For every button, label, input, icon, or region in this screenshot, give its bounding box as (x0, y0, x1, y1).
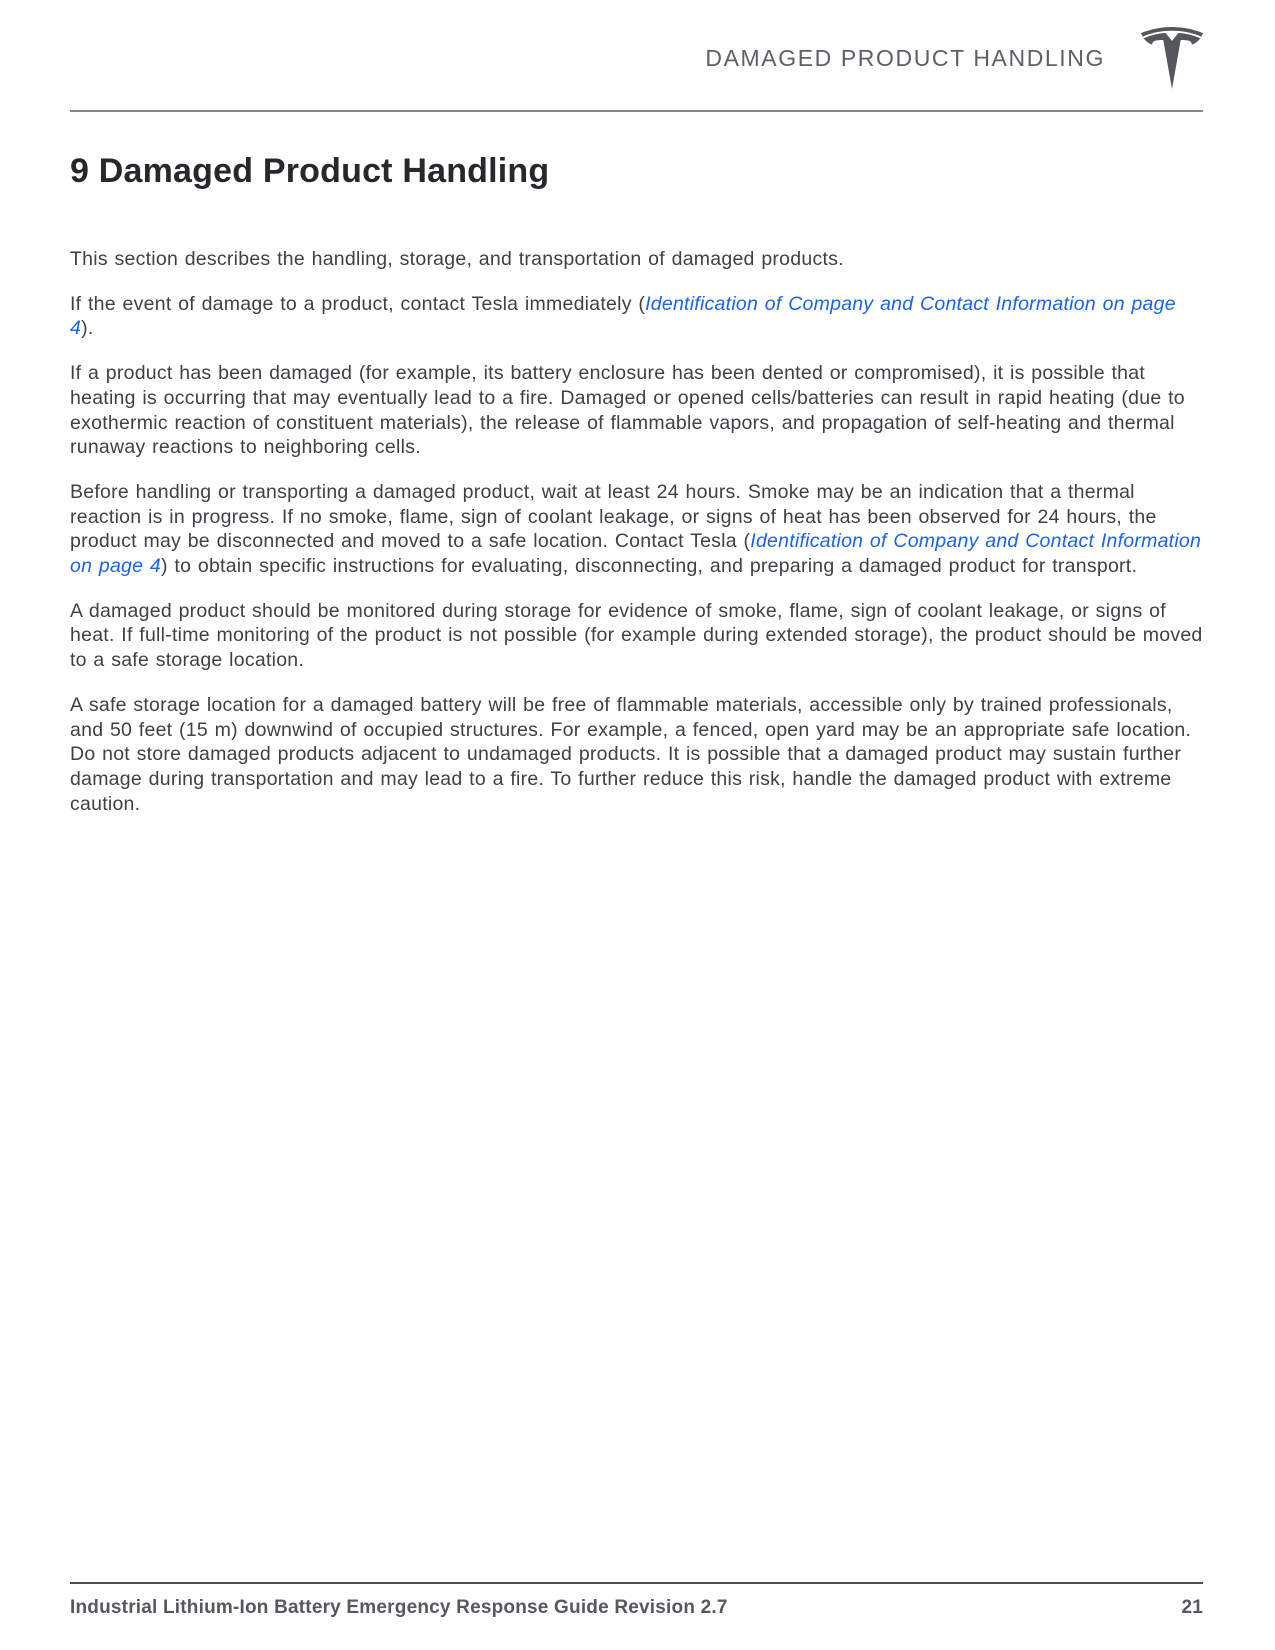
page-footer (70, 1582, 1203, 1619)
cross-reference-link[interactable]: Identification of Company and Contact Information on page 4 (70, 530, 1202, 578)
paragraph (70, 361, 1203, 460)
paragraph-text: Before handling or transporting a damaged product, wait at least 24 hours. Smoke may be an indication that a thermal reaction is in progress. If no smoke, flame, sign of coolant leakage, or signs of heat has been observed for 24 hours, the product may be disconnected and moved to a safe location. Contact Tesla ( (70, 480, 1157, 553)
footer-page-number: 21 (1181, 1597, 1203, 1618)
paragraph-text: A damaged product should be monitored during storage for evidence of smoke, flame, sign of coolant leakage, or signs of heat. If full-time monitoring of the product is not possible (for example during extended storage), the product should be moved to a safe storage location. (70, 599, 1203, 672)
cross-reference-link[interactable]: Identification of Company and Contact Information on page 4 (70, 292, 1176, 340)
running-header-title: DAMAGED PRODUCT HANDLING (705, 44, 1105, 71)
paragraph (70, 693, 1203, 817)
paragraph (70, 480, 1203, 579)
paragraph (70, 292, 1203, 341)
section-heading: 9 Damaged Product Handling (70, 152, 550, 190)
paragraph-text: ). (81, 317, 94, 340)
page-content (70, 113, 1203, 836)
paragraph-text: A safe storage location for a damaged battery will be free of flammable materials, accessible only by trained professionals, and 50 feet (15 m) downwind of occupied structures. For example, a fenced, open yard may be an appropriate safe location. Do not store damaged products adjacent to undamaged products. It is possible that a damaged product may sustain further damage during transportation and may lead to a fire. To further reduce this risk, handle the damaged product with extreme caution. (70, 693, 1192, 815)
footer-divider (70, 1582, 1203, 1584)
paragraph-list (70, 247, 1203, 816)
tesla-logo-icon (1141, 27, 1203, 89)
page-header (70, 0, 1203, 112)
paragraph (70, 599, 1203, 673)
header-divider (70, 110, 1203, 112)
paragraph-text: ) to obtain specific instructions for evaluating, disconnecting, and preparing a damaged product for transport. (161, 555, 1138, 578)
paragraph (70, 247, 1203, 272)
paragraph-text: If the event of damage to a product, contact Tesla immediately ( (70, 292, 646, 315)
paragraph-text: If a product has been damaged (for example, its battery enclosure has been dented or compromised), it is possible that heating is occurring that may eventually lead to a fire. Damaged or opened cells/batteries can result in rapid heating (due to exothermic reaction of constituent materials), the release of flammable vapors, and propagation of self-heating and thermal runaway reactions to neighboring cells. (70, 362, 1185, 459)
footer-document-title: Industrial Lithium-Ion Battery Emergency Response Guide Revision 2.7 (70, 1597, 728, 1618)
paragraph-text: This section describes the handling, storage, and transportation of damaged products. (70, 248, 844, 270)
